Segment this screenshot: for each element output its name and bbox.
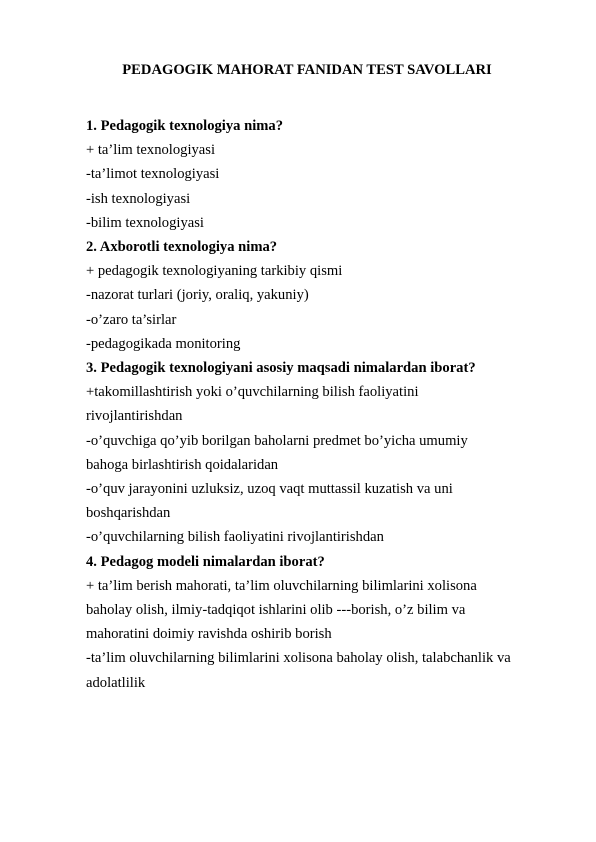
answer-3b-line-2: bahoga birlashtirish qoidalaridan: [86, 456, 279, 473]
answer-2d-text: -pedagogikada monitoring: [86, 335, 241, 352]
answer-3a-line-2: rivojlantirishdan: [86, 408, 183, 425]
document-body: [86, 114, 566, 695]
question-3-text: 3. Pedagogik texnologiyani asosiy maqsadi nimalardan iborat?: [86, 360, 476, 377]
answer-1c-text: -ish texnologiyasi: [86, 190, 191, 207]
answer-3a-line-1: +takomillashtirish yoki o’quvchilarning bilish faoliyatini: [86, 384, 419, 401]
answer-3c-line-2: boshqarishdan: [86, 505, 171, 522]
answer-4b-line-1: -ta’lim oluvchilarning bilimlarini xolisona baholay olish, talabchanlik va: [86, 650, 511, 667]
answer-4a-line-3: mahoratini doimiy ravishda oshirib borish: [86, 626, 332, 643]
question-4-text: 4. Pedagog modeli nimalardan iborat?: [86, 553, 325, 570]
answer-3d-text: -o’quvchilarning bilish faoliyatini rivojlantirishdan: [86, 529, 384, 546]
question-2-text: 2. Axborotli texnologiya nima?: [86, 239, 278, 256]
answer-4a-line-2: baholay olish, ilmiy-tadqiqot ishlarini olib ---borish, o’z bilim va: [86, 602, 466, 619]
answer-3c-line-1: -o’quv jarayonini uzluksiz, uzoq vaqt muttassil kuzatish va uni: [86, 481, 453, 498]
answer-3b-line-1: -o’quvchiga qo’yib borilgan baholarni predmet bo’yicha umumiy: [86, 432, 468, 449]
answer-2b-text: -nazorat turlari (joriy, oraliq, yakuniy): [86, 287, 309, 304]
answer-4a-line-1: + ta’lim berish mahorati, ta’lim oluvchilarning bilimlarini xolisona: [86, 577, 477, 594]
answer-1b-text: -ta’limot texnologiyasi: [86, 166, 220, 183]
answer-2c-text: -o’zaro ta’sirlar: [86, 311, 177, 328]
answer-2a-text: + pedagogik texnologiyaning tarkibiy qismi: [86, 263, 343, 280]
answer-1d-text: -bilim texnologiyasi: [86, 214, 204, 231]
answer-4b-line-2: adolatlilik: [86, 674, 146, 691]
page-title: PEDAGOGIK MAHORAT FANIDAN TEST SAVOLLARI: [122, 62, 492, 78]
answer-1a-text: + ta’lim texnologiyasi: [86, 142, 216, 159]
question-1-text: 1. Pedagogik texnologiya nima?: [86, 118, 284, 134]
